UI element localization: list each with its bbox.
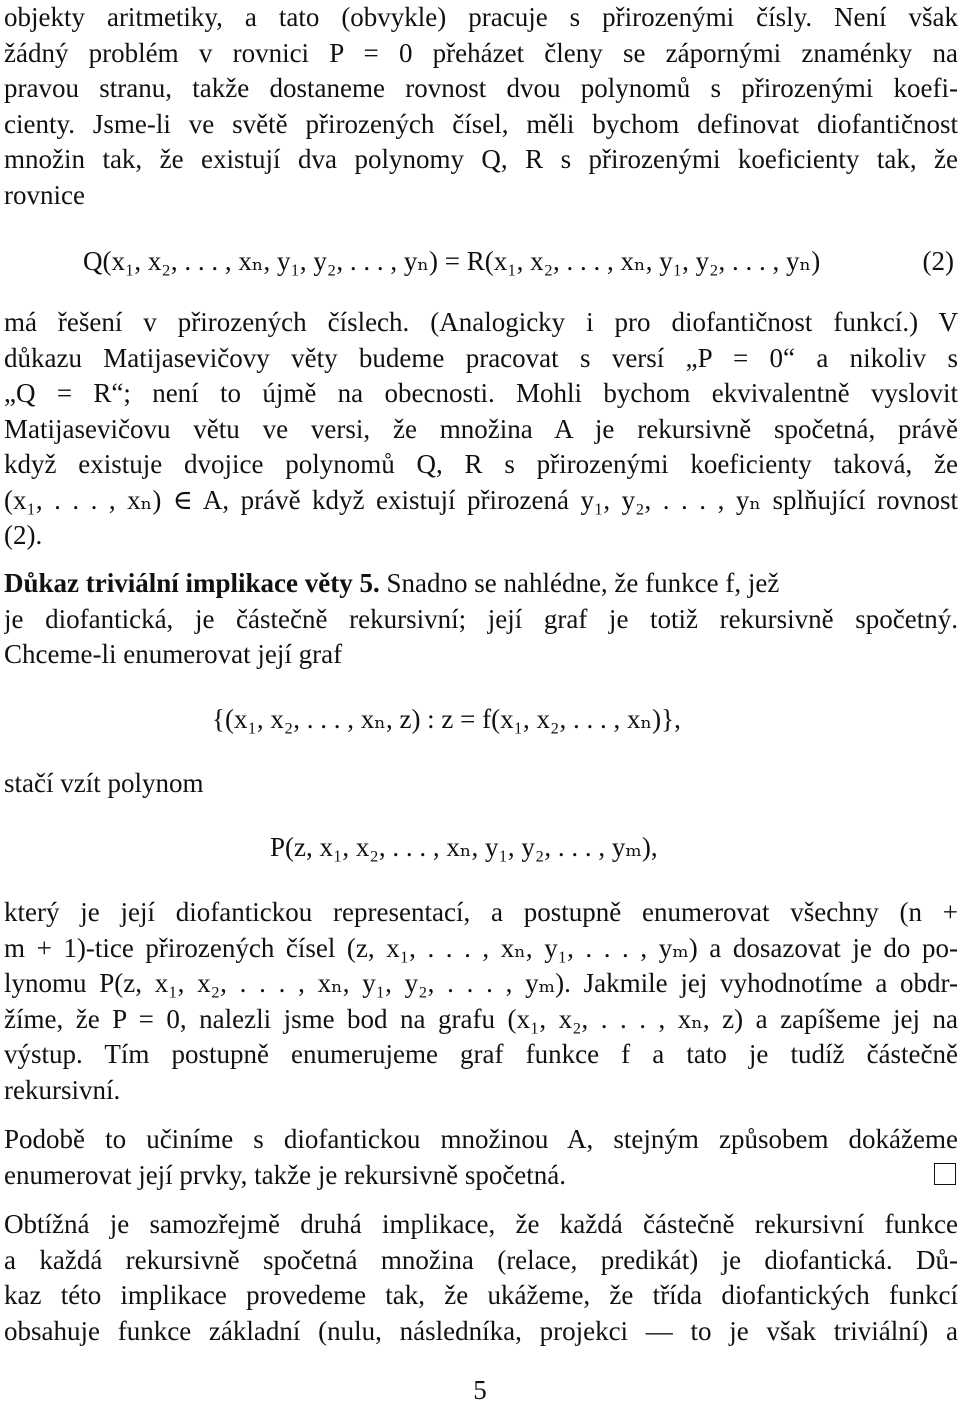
display-graph-set: {(x₁, x₂, . . . , xₙ, z) : z = f(x₁, x₂, . . . , xₙ)}, [212,704,681,734]
display-polynomial: P(z, x₁, x₂, . . . , xₙ, y₁, y₂, . . . , yₘ), [270,832,658,862]
text-line: kaz této implikace provedeme tak, že ukážeme, že třída diofantických funkcí [4,1280,958,1310]
proof-first-line [4,566,958,602]
text-line: stačí vzít polynom [4,768,204,798]
text-line: Podobě to učiníme s diofantickou množinou A, stejným způsobem dokážeme [4,1124,958,1154]
text-line: důkazu Matijasevičovy věty budeme pracovat s versí „P = 0“ a nikoliv s [4,343,958,373]
text-line: lynomu P(z, x₁, x₂, . . . , xₙ, y₁, y₂, . . . , yₘ). Jakmile jej vyhodnotíme a obdr- [4,968,958,998]
text-line: Matijasevičovu větu ve versi, že množina A je rekursivně spočetná, právě [4,414,958,444]
text-line: obsahuje funkce základní (nulu, následníka, projekci — to je však triviální) a [4,1316,958,1346]
text-line: který je její diofantickou representací, a postupně enumerovat všechny (n + [4,897,958,927]
text-line: Obtížná je samozřejmě druhá implikace, že každá částečně rekursivní funkce [4,1209,958,1239]
text-line: cienty. Jsme-li ve světě přirozených čísel, měli bychom definovat diofantičnost [4,109,958,139]
text-line: (2). [4,520,43,550]
text-line: m + 1)-tice přirozených čísel (z, x₁, . . . , xₙ, y₁, . . . , yₘ) a dosazovat je do po- [4,933,958,963]
text-line: když existuje dvojice polynomů Q, R s přirozenými koeficienty taková, že [4,449,958,479]
proof-heading: Důkaz triviální implikace věty 5. [4,568,380,598]
equation-2: Q(x₁, x₂, . . . , xₙ, y₁, y₂, . . . , yₙ) = R(x₁, x₂, . . . , xₙ, y₁, y₂, . . . , yₙ) [83,246,821,276]
qed-square-icon [934,1163,956,1185]
text-line: žádný problém v rovnici P = 0 přeházet členy se zápornými znaménky na [4,38,958,68]
text-line: enumerovat její prvky, takže je rekursivně spočetná. [4,1160,567,1190]
text-line: výstup. Tím postupně enumerujeme graf funkce f a tato je tudíž částečně [4,1039,958,1069]
text-line: pravou stranu, takže dostaneme rovnost dvou polynomů s přirozenými koefi- [4,73,958,103]
text-line: rekursivní. [4,1075,121,1105]
text-line: žíme, že P = 0, nalezli jsme bod na grafu (x₁, x₂, . . . , xₙ, z) a zapíšeme jej na [4,1004,958,1034]
proof-text: Snadno se nahlédne, že funkce f, jež [379,568,780,598]
text-line: (x₁, . . . , xₙ) ∈ A, právě když existují přirozená y₁, y₂, . . . , yₙ splňující rovnost [4,485,958,515]
page-number: 5 [473,1375,487,1405]
text-line: objekty aritmetiky, a tato (obvykle) pracuje s přirozenými čísly. Není však [4,2,958,32]
text-line: má řešení v přirozených číslech. (Analogicky i pro diofantičnost funkcí.) V [4,307,958,337]
text-line: a každá rekursivně spočetná množina (relace, predikát) je diofantická. Dů- [4,1245,958,1275]
text-line: rovnice [4,180,85,210]
text-line: množin tak, že existují dva polynomy Q, R s přirozenými koeficienty tak, že [4,144,958,174]
text-line: Chceme-li enumerovat její graf [4,639,343,669]
text-line: je diofantická, je částečně rekursivní; její graf je totiž rekursivně spočetný. [4,604,958,634]
equation-number: (2) [922,246,954,276]
text-line: „Q = R“; není to újmě na obecnosti. Mohli bychom ekvivalentně vyslovit [4,378,958,408]
